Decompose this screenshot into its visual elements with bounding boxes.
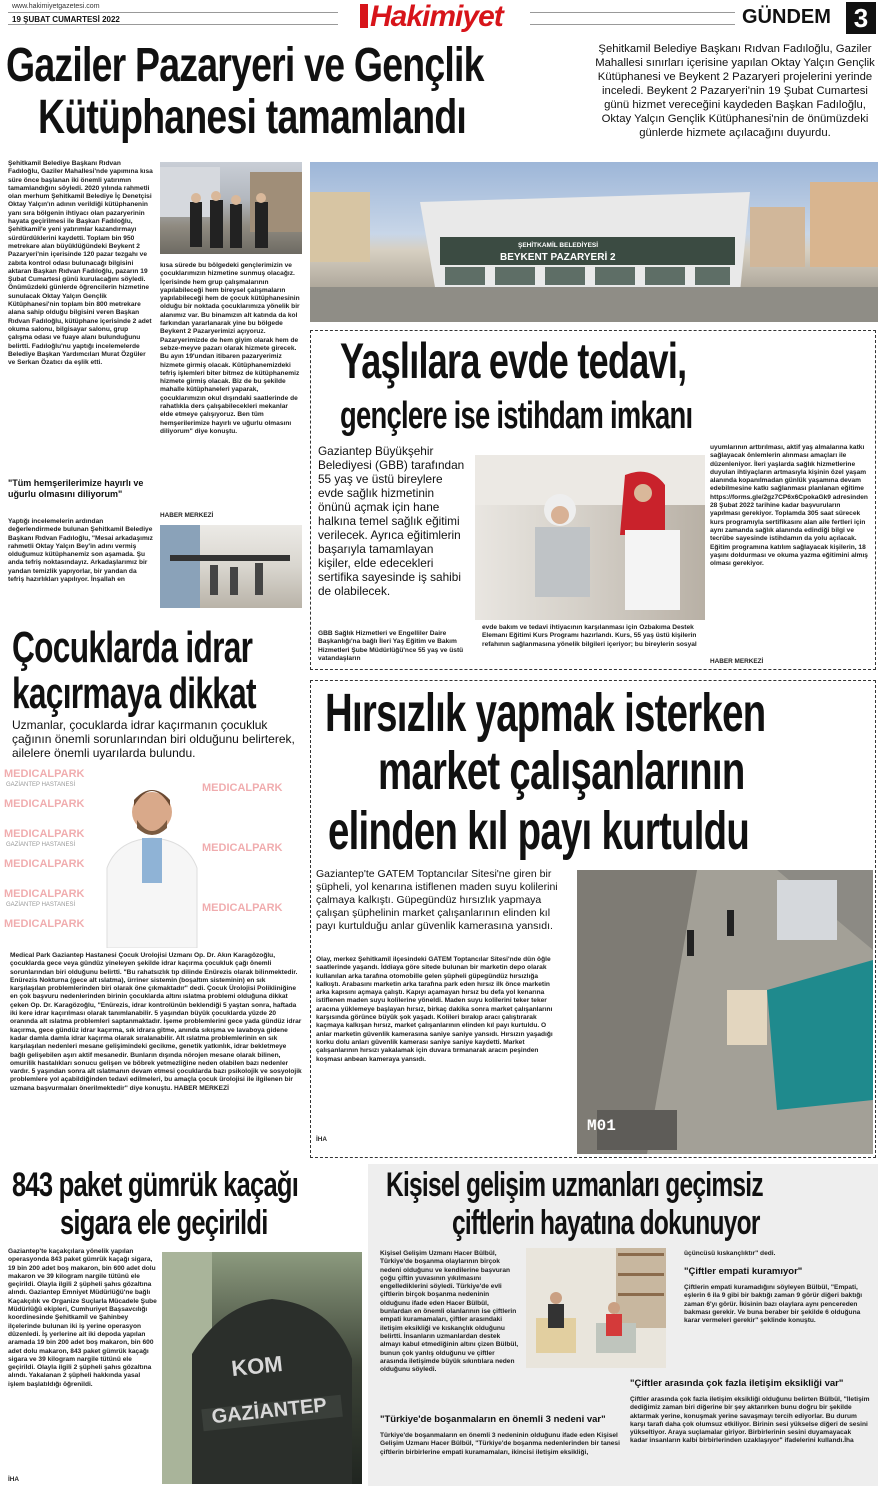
page-number: 3 <box>846 2 876 34</box>
art3-ad-panel <box>2 768 306 948</box>
art6-quote2: "Çiftler empati kuramıyor" <box>684 1266 803 1277</box>
art1-col1-text: Şehitkamil Belediye Başkanı Rıdvan Fadıloğlu, Gaziler Mahallesi'nde yapımına kısa süre önce başlanan iki önemli yatırımın tamamlandığını söyledi. 2020 yılında rahmetli olan merhum Şehitkamil Belediye İç Denetçisi Oktay Yalçın'ın adının verildiği kütüphanenin yanı sıra bölgenin ihtiyacı olan pazaryerinin hayata geçirilmesi ile Başkan Fadıloğlu, Şehitkamil'e yeni yatırımlar kazandırmayı sürdürdüklerini kaydetti. Toplam bin 950 metrekare alan büyüklüğündeki Beykent 2 Pazaryeri'nin içerisinde 120 pazar tezgahı ve zabıta kontrol odası bulunacağı bilgisini aktaran Başkan Rıdvan Fadıloğlu, pazarın 19 Şubat Cumartesi günü kurulacağını söyledi. Önümüzdeki günlerde öğrencilerin hizmetine sunulacak Oktay Yalçın Gençlik Kütüphanesi'nin toplam bin 800 metrekare alana sahip olduğu bilgisini veren Başkan Rıdvan Fadıloğlu, kütüphane içerisinde 2 adet okuma salonu, bilgisayar salonu, grup çalışma odası ve fuaye alanı bulunduğunu belirtti. Fadıloğlu'nu yaptığı incelemelerde Belediye Başkan Yardımcıları Murat Özgüler ve Serkan Özatıcı da eşlik etti. <box>8 160 153 367</box>
sign-line2: BEYKENT PAZARYERİ 2 <box>500 252 616 263</box>
art5-title-line1: 843 paket gümrük kaçağı <box>12 1166 299 1204</box>
art1-col2 <box>160 262 302 512</box>
art3-brand-right-1: MEDICALPARK <box>202 782 283 794</box>
art2-title-line2: gençlere ise istihdam imkanı <box>340 395 693 437</box>
art1-title-line2: Kütüphanesi tamamlandı <box>38 91 467 144</box>
art4-lead: Gaziantep'te GATEM Toptancılar Sitesi'ne giren bir şüpheli, yol kenarına istiflenen maden suyu kolilerini çalmaya kalkıştı. Güpegündüz hırsızlık yapmaya çalışan şüphelinin market çalışanlarının elinden kıl payı kurtulduğu anlar güvenlik kamerasına yansıdı. <box>316 868 558 932</box>
art4-byline: İHA <box>316 1136 328 1143</box>
art6-body4: Çiftlerin empati kuramadığını söyleyen Bülbül, "Empati, eşlerin 6 ila 9 gibi bir baktığı zaman 9 görür diğeri baktığı zaman 6'yı görür. İkisinin bazı olaylara aynı pencereden bakması gerekir. Ve buna beraber bir şekilde 6 olduğuna karar vermeleri gerekir" şeklinde konuştu. <box>684 1284 863 1325</box>
art1-photo-pazaryeri <box>310 162 878 322</box>
art6-body3: üçüncüsü kıskançlıktır" dedi. <box>684 1250 776 1257</box>
art2-title-line1: Yaşlılara evde tedavi, <box>340 333 687 389</box>
art3-title-line2: kaçırmaya dikkat <box>12 669 256 718</box>
art3-brand-sub-2: GAZİANTEP HASTANESİ <box>6 842 76 848</box>
vest-text-kom: KOM <box>230 1350 284 1382</box>
police-vest-illustration <box>162 1252 362 1484</box>
art2-body1: GBB Sağlık Hizmetleri ve Engelliler Daire Başkanlığı'na bağlı İleri Yaş Eğitim ve Bakım Hizmetleri Şube Müdürlüğü'nce 55 yaş ve üstü vatandaşların <box>318 630 464 662</box>
art3-brand-sub-3: GAZİANTEP HASTANESİ <box>6 902 76 908</box>
art3-brand-sub-1: GAZİANTEP HASTANESİ <box>6 782 76 788</box>
art1-lead: Şehitkamil Belediye Başkanı Rıdvan Fadıloğlu, Gaziler Mahallesi sınırları içerisine yapılan Oktay Yalçın Gençlik Kütüphanesi ve Beykent 2 Pazaryeri projelerini yerinde inceledi. Beykent 2 Pazaryeri'nin 19 Şubat Cumartesi günü hizmet vereceğini kaydeden Başkan Fadıloğlu, Oktay Yalçın Gençlik Kütüphanesi'nin de önümüzdeki günlerde hizmete açılacağını duyurdu. <box>595 43 875 139</box>
counseling-illustration <box>526 1248 666 1368</box>
art1-photo-officials <box>160 162 302 254</box>
section-name: GÜNDEM <box>742 6 831 28</box>
art6-title-line2: çiftlerin hayatına dokunuyor <box>452 1204 760 1242</box>
art5-photo <box>162 1252 362 1484</box>
art3-brand-right-3: MEDICALPARK <box>202 902 283 914</box>
art3-brand-row-4: MEDICALPARK <box>4 858 85 870</box>
art1-title-line1: Gaziler Pazaryeri ve Gençlik <box>6 39 484 92</box>
art3-brand-right-2: MEDICALPARK <box>202 842 283 854</box>
date-bar <box>8 12 338 25</box>
art2-byline: HABER MERKEZİ <box>710 658 764 665</box>
art1-col2-text: kısa sürede bu bölgedeki gençlerimizin ve çocuklarımızın hizmetine sunmuş olacağız. İçerisinde hem grup çalışmalarının yapılabileceği hem bireysel çalışmaların yapılabileceği hem de çocuk kütüphanesinin olduğu bir noktada çocuklarımıza yönelik bir alanımız var. Bu binamızın alt katında da kol farkından yararlanarak yine bu bölgede Beykent 2 Pazaryerimizi açıyoruz. Pazaryerimizde de hem giyim olarak hem de sebze-meyve pazarı olarak hizmete girecek. Bu ayın 19'undan itibaren pazaryerimiz hizmete girmiş olacak. Kütüphanemizdeki tefriş işlemleri biter bitmez de kütüphanemiz hizmete girmiş olacak. Biz de bu şekilde mahalle kütüphaneleri yaparak, çocuklarımızın okul dışındaki saatlerinde de rahatlıkla ders çalışabilecekleri mekanlar elde etmeye çalışıyoruz. Ben tüm hemşerilerimize hayırlı ve uğurlu olmasını diliyorum" diye konuştu. <box>160 262 300 435</box>
art2-lead: Gaziantep Büyükşehir Belediyesi (GBB) tarafından 55 yaş ve üstü bireylere evde sağlık hizmetinin önünü açmak için hane halkına temel sağlık eğitimi verilecek. Ayrıca eğitimlerin başarıyla tamamlayan kişiler, elde edecekleri sertifika sayesinde iş sahibi de olabilecek. <box>318 444 465 598</box>
header-rule <box>530 12 735 25</box>
art6-quote3: "Çiftler arasında çok fazla iletişim eksikliği var" <box>630 1378 844 1389</box>
art3-brand-row-5: MEDICALPARK <box>4 888 85 900</box>
art2-body2: evde bakım ve tedavi ihtiyacının karşılanması için Özbakıma Destek Elemanı Eğitimi Kurs Programı hazırlandı. Kurs, 55 yaş üstü kişilerin refahının sağlanmasına yönelik bilgileri içeriyor; bu bireylerin sosyal <box>482 624 697 648</box>
art1-photo-library <box>160 525 302 608</box>
sign-line1: ŞEHİTKAMİL BELEDİYESİ <box>518 242 599 249</box>
art1-quote: "Tüm hemşerilerimize hayırlı ve uğurlu olmasını diliyorum" <box>8 478 144 499</box>
art1-byline: HABER MERKEZİ <box>160 512 214 519</box>
art5-body: Gaziantep'te kaçakçılara yönelik yapılan operasyonda 843 paket gümrük kaçağı sigara, 19 bin 200 adet boş makaron, bin 600 adet dolu makaron ve 39 kilogram nargile tütünü ele geçirildi. Olayla ilgili 2 şüpheli şahıs gözaltına alındı. Gaziantep Emniyet Müdürlüğü'ne bağlı Kaçakçılık ve Organize Suçlarla Mücadele Şube Müdürlüğü ekipleri, Cumhuriyet Başsavcılığı koordinesinde Şehitkamil ve Şahinbey ilçelerinde bulunan iki iş yerine operasyon düzenledi. İş yerlerine ait iki depoda yapılan aramada 19 bin 200 adet boş makaron, bin 600 adet dolu makaron, 843 paket gümrük kaçağı sigara ve 39 kilogram nargile tütünü ele geçirildi. Olayla ilgili 2 şüpheli şahıs gözaltına alındı. Yakalanan 2 şüpheli hakkında yasal işlem başlatıldığı öğrenildi. <box>8 1248 157 1388</box>
officials-illustration <box>160 162 302 254</box>
art2-photo <box>475 455 705 620</box>
art4-title-line1: Hırsızlık yapmak isterken <box>325 683 766 743</box>
art4-title-line2: market çalışanlarının <box>378 741 745 801</box>
pazaryeri-building-illustration <box>310 162 878 322</box>
art3-brand-row-2: MEDICALPARK <box>4 798 85 810</box>
vest-text-city: GAZİANTEP <box>210 1394 328 1429</box>
art5-byline: İHA <box>8 1476 20 1483</box>
art4-title-line3: elinden kıl payı kurtuldu <box>328 801 750 861</box>
issue-date: 19 ŞUBAT CUMARTESİ 2022 <box>12 15 120 24</box>
art6-quote1: "Türkiye'de boşanmaların en önemli 3 nedeni var" <box>380 1414 606 1425</box>
header <box>0 0 879 36</box>
art3-lead: Uzmanlar, çocuklarda idrar kaçırmanın çocukluk çağının önemli sorunlarından biri olduğunu belirterek, ailelere önemli uyarılarda bulundu. <box>12 718 295 760</box>
art3-brand-row-6: MEDICALPARK <box>4 918 85 930</box>
library-illustration <box>160 525 302 608</box>
art2-body3: uyumlarının arttırılması, aktif yaş almalarına katkı sağlayacak önlemlerin alınması amaçları ile düzenleniyor. İleri yaşlarda sağlık hizmetlerine duyulan ihtiyaçların artmasıyla kişinin özel yaşam alanında kopanılmadan günlük yaşamına devam edebilmesine katkı sağlanması planlanan eğitime https://forms.gle/2gz7CP6x6CpokaGk9 adresinden 28 Şubat 2022 tarihine kadar başvuruların yapılması gerekiyor. Toplamda 305 saat sürecek kurs programıyla sertifikasını alan aile fertleri için aynı zamanda sağlık alanında edindiği bilgi ve tecrübe sayesinde istihdamın da yolu açılacak. Eğitim programına katılım sağlayacak kişilerin, 18 yaşını doldurması ve okuma yazma eğitimini almış olması gerekiyor. <box>710 444 868 568</box>
doctor-illustration <box>92 776 212 948</box>
art6-body1: Kişisel Gelişim Uzmanı Hacer Bülbül, Türkiye'de boşanma olaylarının birçok nedeni olduğunu ve kendilerine başvuran çoğu çiftin yuvasının yıkılmasını engellediklerini söyledi. Türkiye'de evli çiftlerin birçok boşanma nedeninin olduğunu ifade eden Hacer Bülbül, bunlardan en önemli olanlarının ise çiftlerin empati kuramamaları, çiftler arasındaki iletişim eksikliği ve kıskançlık olduğunu belirtti. İnsanların uzmanlardan destek almayı kabul etmediğinin altını çizen Bülbül, bunun çok yanlış olduğunu ve çiftler arasında iletişimde büyük sıkıntılara neden olduğunu söyledi. <box>380 1250 519 1374</box>
art1-col1b: Yaptığı incelemelerin ardından değerlendirmede bulunan Şehitkamil Belediye Başkanı Rıdvan Fadıloğlu, "Mesai arkadaşımız rahmetli Oktay Yalçın Bey'in adını vermiş olduğumuz kütüphanemiz son aşamada. Şu anda tefriş noktasındayız. Arkadaşlarımız bir yandan temizlik yapıyorlar, bir yandan da tefriş hazırlıkları yapılıyor. İnşallah en <box>8 518 153 584</box>
art4-body: Olay, merkez Şehitkamil ilçesindeki GATEM Toptancılar Sitesi'nde dün öğle saatlerinde yaşandı. İddiaya göre sitede bulunan bir marketin depo olarak kullanılan arka tarafına otomobille gelen şüpheli güpegündüz hırsızlığa kalkıştı. Arabasını marketin arka tarafına park eden hırsız ilk önce marketin arka kapısını açmaya çalıştı. Kapıyı açamayan hırsız bu defa yol kenarına istiflenen maden suyu kolilerine yöneldi. Maden suyu kolilerini teker teker aracına yüklemeye başlayan hırsız, birkaç dakika sonra market çalışanlarını karşısında görünce büyük şok yaşadı. Kolileri bırakıp aracı çalıştırarak kaçmaya kalkışan hırsız, market çalışanlarının elinden kıl payı kurtuldu. O anlar marketin güvenlik kamerasına saniye saniye yansıdı. Hırsızın yaşadığı korku dolu anları güvenlik kamerası saniye saniye kaydetti. Market çalışanlarının hırsızı yakalamak için duvara tırmanarak aracın peşinden koşması anbean kameraya yansıdı. <box>316 956 553 1063</box>
art4-cctv-photo <box>577 870 873 1154</box>
cctv-scene-illustration <box>577 870 873 1154</box>
elderly-care-illustration <box>475 455 705 620</box>
site-url[interactable]: www.hakimiyetgazetesi.com <box>12 3 100 10</box>
art5-title-line2: sigara ele geçirildi <box>60 1204 268 1242</box>
logo <box>360 2 530 32</box>
art1-col1 <box>8 160 153 470</box>
art6-body2: Türkiye'de boşanmaların en önemli 3 nedeninin olduğunu ifade eden Kişisel Gelişim Uzmanı Hacer Bülbül, "Türkiye'de boşanma nedenlerinden bir tanesi çiftlerin birbirlerine empati kuramamaları, ikincisi iletişim eksikliği, <box>380 1432 620 1456</box>
art6-photo <box>526 1248 666 1368</box>
art6-body5: Çiftler arasında çok fazla iletişim eksikliği olduğunu belirten Bülbül, "İletişim dediğimiz zaman biri diğerine bir şey aktarırken bunu doğru bir şekilde aktarmak yerine, konuşmak yerine savaşmayı tercih ediyorlar. Bu durum karşı tarafı daha çok olumsuz etkiliyor. Birinin sesi yükselse diğeri de sesini yükseltiyor. Araya suçlamalar giriyor. Birbirlerinin sesini duyamayacak kadar insanların kalbi birbirlerinden uzaklaşıyor" ifadelerini kullandı.İha <box>630 1396 870 1445</box>
art3-brand-row-1: MEDICALPARK <box>4 768 85 780</box>
art3-brand-row-3: MEDICALPARK <box>4 828 85 840</box>
art6-title-line1: Kişisel gelişim uzmanları geçimsiz <box>386 1166 763 1204</box>
logo-mark <box>360 4 368 28</box>
art3-body: Medical Park Gaziantep Hastanesi Çocuk Ürolojisi Uzmanı Op. Dr. Akın Karagözoğlu, çocuklarda gece veya gündüz yineleyen şekilde idrar kaçırma çocukluk çağı önemli sorunlarından biri olduğunu belirtti. "Bu rahatsızlık tıp dilinde Enürezis olarak bilinmektedir. Enürezis Nokturna (gece alt ıslatma), ürriner sistemin (boşaltım sisteminin) en sık karşılaşılan problemlerinden biri olarak öne çıkmaktadır" dedi. Çocuk Ürolojisi Polikliniğine en çok başvuru nedenlerinden birinin çocuklarda altını ıslatma problemi olduğuna dikkat çeken Op. Dr. Karagözoğlu, "Enürezis, idrar kontrolünün beklendiği 5 yaştan sonra, haftada iki kere idrar kaçırılması olarak tanımlanabilir. 5 yaşından büyük çocuklarda yüzde 20 oranında alt ıslatma problemleri saptanmaktadır. İşeme problemlerini gece yada gündüz idrar kaçırma, gece gündüz idrar kaçırma, sık idrara gitme, anında sıkışma ve lavaboya gidene kadar damla damla idrar kaçırma olarak sıralanabilir. Alt ıslatma problemlerinin en sık karşılaşılan nedenleri mesane gelişimindeki gecikme, genetik yatkınlık, idrar bekletmeye bağlı gelişebilen aşırı aktif mesanedir. Bunların dışında nörojen mesane olarak bilinen, omurilik hastalıkları sonucu gelişen ve böbrek yetmezliğine neden olabilen bazı nedenler vardır. 5 yaşından sonra alt ıslatmanın devam etmesi çocuklarda bazı psikolojik ve sosyolojik problemlere yol açabildiğinden tedavi edilmeleri, bu amaçla çocuk ürolojisi ile ilgilenen bir uzmana başvurmaları önerilmektedir" diye konuştu. HABER MERKEZİ <box>10 952 302 1092</box>
art3-title-line1: Çocuklarda idrar <box>12 623 253 672</box>
cam-label: M01 <box>587 1117 616 1135</box>
logo-text: Hakimiyet <box>370 0 503 33</box>
